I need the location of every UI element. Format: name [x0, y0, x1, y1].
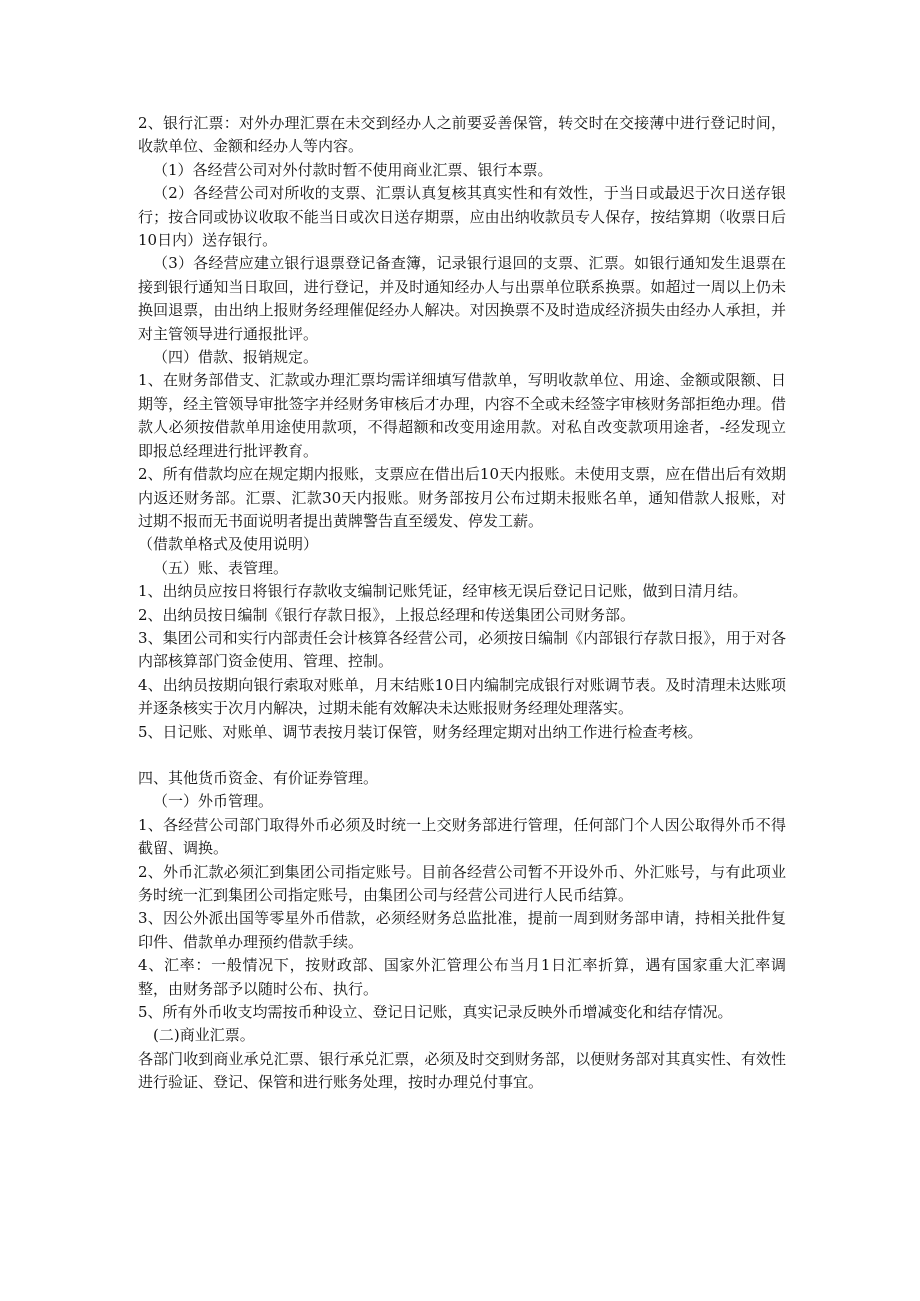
paragraph: （3）各经营应建立银行退票登记备查簿，记录银行退回的支票、汇票。如银行通知发生退票在接到银行通知当日取回，进行登记，并及时通知经办人与出票单位联系换票。如超过一周以上仍未换回退票，由出纳上报财务经理催促经办人解决。对因换票不及时造成经济损失由经办人承担，并对主管领导进行通报批评。: [138, 254, 786, 343]
paragraph: 3、因公外派出国等零星外币借款，必须经财务总监批准，提前一周到财务部申请，持相关批件复印件、借款单办理预约借款手续。: [138, 909, 786, 951]
document-page: [138, 112, 786, 1095]
paragraph: 2、所有借款均应在规定期内报账，支票应在借出后10天内报账。未使用支票，应在借出后有效期内返还财务部。汇票、汇款30天内报账。财务部按月公布过期未报账名单，通知借款人报账，对过期不报而无书面说明者提出黄牌警告直至缓发、停发工薪。: [138, 465, 786, 530]
paragraph: （2）各经营公司对所收的支票、汇票认真复核其真实性和有效性，于当日或最迟于次日送存银行；按合同或协议收取不能当日或次日送存期票，应由出纳收款员专人保存，按结算期（收票日后10日内）送存银行。: [138, 184, 786, 250]
paragraph: （五）账、表管理。: [153, 558, 289, 577]
paragraph: 5、所有外币收支均需按币种设立、登记日记账，真实记录反映外币增减变化和结存情况。: [138, 1003, 733, 1022]
blank-line: [138, 744, 786, 767]
paragraph: 2、银行汇票：对外办理汇票在未交到经办人之前要妥善保管，转交时在交接薄中进行登记时间，收款单位、金额和经办人等内容。: [138, 114, 786, 156]
paragraph: 4、出纳员按期向银行索取对账单，月末结账10日内编制完成银行对账调节表。及时清理未达账项并逐条核实于次月内解决，过期未能有效解决未达账报财务经理处理落实。: [138, 675, 786, 718]
paragraph: （四）借款、报销规定。: [153, 348, 319, 367]
paragraph: 3、集团公司和实行内部责任会计核算各经营公司，必须按日编制《内部银行存款日报》，用于对各内部核算部门资金使用、管理、控制。: [138, 628, 786, 671]
paragraph: 5、日记账、对账单、调节表按月装订保管，财务经理定期对出纳工作进行检查考核。: [138, 722, 703, 741]
paragraph: （借款单格式及使用说明）: [138, 535, 319, 554]
paragraph: 各部门收到商业承兑汇票、银行承兑汇票，必须及时交到财务部，以便财务部对其真实性、有效性进行验证、登记、保管和进行账务处理，按时办理兑付事宜。: [138, 1049, 786, 1092]
paragraph: 1、出纳员应按日将银行存款收支编制记账凭证，经审核无误后登记日记账，做到日清月结。: [138, 582, 748, 601]
paragraph: 2、外币汇款必须汇到集团公司指定账号。目前各经营公司暂不开设外币、外汇账号，与有此项业务时统一汇到集团公司指定账号，由集团公司与经营公司进行人民币结算。: [138, 862, 786, 904]
paragraph: (二)商业汇票。: [153, 1026, 255, 1045]
paragraph: 1、各经营公司部门取得外币必须及时统一上交财务部进行管理，任何部门个人因公取得外币不得截留、调换。: [138, 815, 786, 858]
paragraph: 4、汇率：一般情况下，按财政部、国家外汇管理公布当月1日汇率折算，遇有国家重大汇率调整，由财务部予以随时公布、执行。: [138, 956, 786, 998]
paragraph: 四、其他货币资金、有价证券管理。: [138, 768, 379, 787]
paragraph: 1、在财务部借支、汇款或办理汇票均需详细填写借款单，写明收款单位、用途、金额或限额、日期等，经主管领导审批签字并经财务审核后才办理，内容不全或未经签字审核财务部拒绝办理。借款人必须按借款单用途使用款项，不得超额和改变用途用款。对私自改变款项用途者，-经发现立即报总经理进行批评教育。: [138, 371, 786, 460]
paragraph: （一）外币管理。: [153, 792, 274, 811]
paragraph: 2、出纳员按日编制《银行存款日报》，上报总经理和传送集团公司财务部。: [138, 605, 636, 624]
paragraph: （1）各经营公司对外付款时暂不使用商业汇票、银行本票。: [153, 160, 553, 179]
